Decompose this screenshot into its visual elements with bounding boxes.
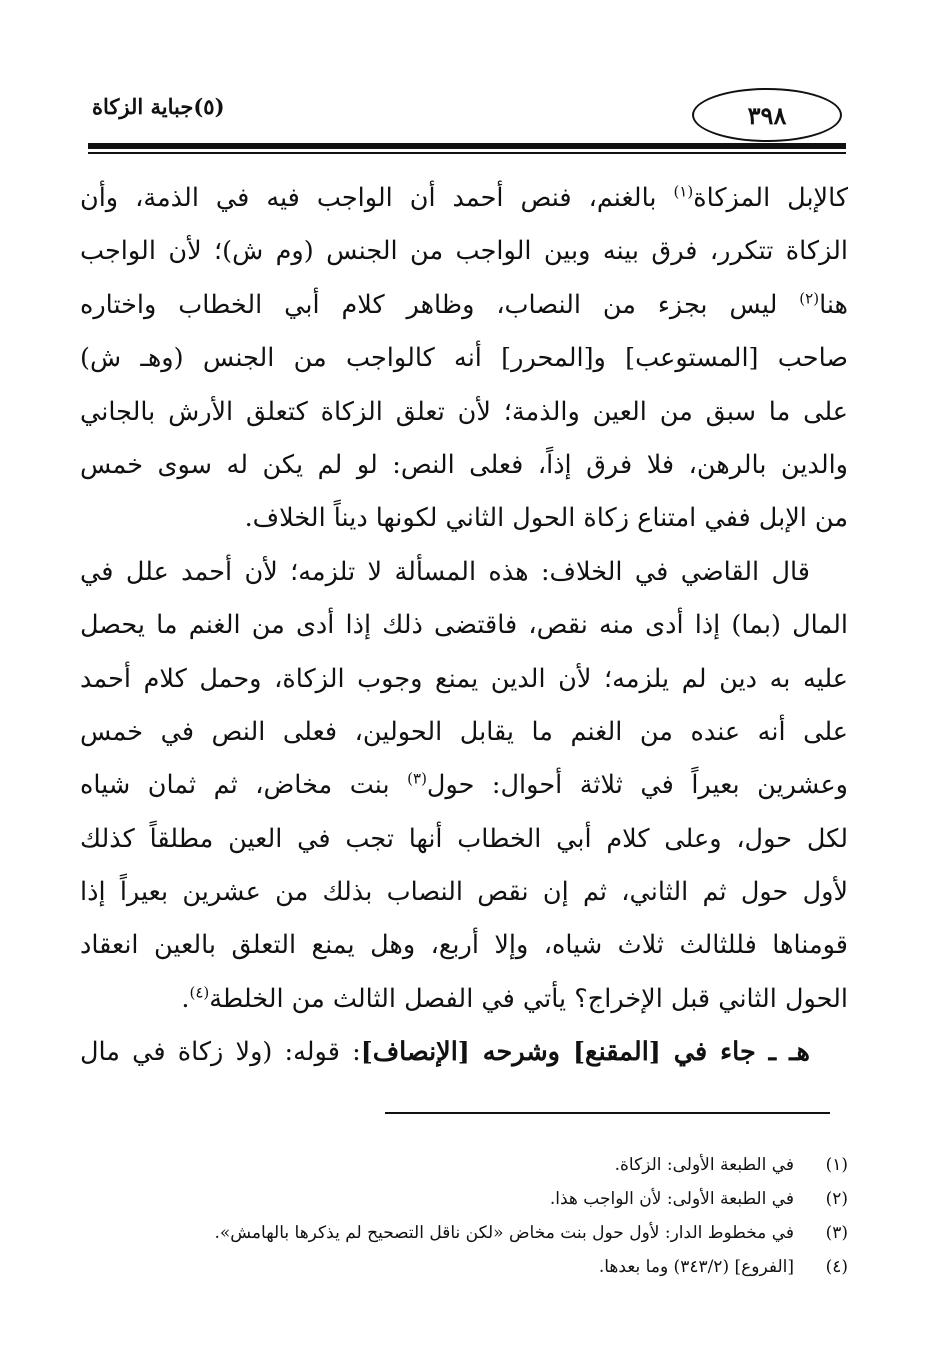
- footnote-text: في مخطوط الدار: لأول حول بنت مخاض «لكن ناقل التصحيح لم يذكرها بالهامش».: [214, 1223, 794, 1243]
- text-line: هـ ـ جاء في [المقنع] وشرحه [الإنصاف]: قوله: (ولا زكاة في مال: [80, 1037, 811, 1068]
- footnote: [120, 1148, 848, 1182]
- book-title: (٥)جباية الزكاة: [92, 94, 225, 119]
- text-line: لكل حول، وعلى كلام أبي الخطاب أنها تجب في العين مطلقاً كذلك: [80, 823, 848, 854]
- text-line: المال (بما) إذا أدى منه نقص، فاقتضى ذلك إذا أدى من الغنم ما يحصل: [80, 610, 848, 641]
- footnote: [120, 1216, 848, 1250]
- text-line: على ما سبق من العين والذمة؛ لأن تعلق الزكاة كتعلق الأرش بالجاني: [80, 396, 848, 427]
- text-line: قال القاضي في الخلاف: هذه المسألة لا تلزمه؛ لأن أحمد علل في: [80, 556, 810, 587]
- section-heading: هـ ـ جاء في [المقنع] وشرحه [الإنصاف]: [360, 1037, 811, 1068]
- header-rule-thick: [88, 143, 846, 149]
- text-line: من الإبل ففي امتناع زكاة الحول الثاني لكونها ديناً الخلاف.: [244, 503, 848, 534]
- text-line: هنا$^{(٢)}$ ليس بجزء من النصاب، وظاهر كلام أبي الخطاب واختاره: [80, 289, 848, 320]
- text-line: والدين بالرهن، فلا فرق إذاً، فعلى النص: لو لم يكن له سوى خمس: [80, 449, 848, 480]
- page-number: ٣٩٨: [692, 88, 842, 142]
- footnote-ref[interactable]: (١): [673, 182, 694, 201]
- page-header: [88, 88, 846, 150]
- footnote: [120, 1250, 848, 1284]
- text-line: قومناها فللثالث ثلاث شياه، وإلا أربع، وهل يمنع التعلق بالعين انعقاد: [80, 930, 848, 961]
- main-text: [80, 172, 848, 1080]
- footnote-number: (١): [825, 1155, 848, 1175]
- footnote-number: (٣): [825, 1223, 848, 1243]
- text-line: الزكاة تتكرر، فرق بينه وبين الواجب من الجنس (وم ش)؛ لأن الواجب: [80, 236, 848, 267]
- header-rule-thin: [88, 152, 846, 154]
- text-line: عليه به دين لم يلزمه؛ لأن الدين يمنع وجوب الزكاة، وحمل كلام أحمد: [80, 663, 848, 694]
- footnote-separator: [385, 1112, 830, 1114]
- footnote-text: في الطبعة الأولى: الزكاة.: [614, 1155, 794, 1175]
- footnote-text: [الفروع] (٣٤٣/٢) وما بعدها.: [598, 1257, 794, 1277]
- footnote-number: (٤): [825, 1257, 848, 1277]
- text-line: الحول الثاني قبل الإخراج؟ يأتي في الفصل الثالث من الخلطة$^{(٤)}$.: [181, 983, 848, 1014]
- text-line: على أنه عنده من الغنم ما يقابل الحولين، فعلى النص في خمس: [80, 716, 848, 747]
- text-line: صاحب [المستوعب] و[المحرر] أنه كالواجب من الجنس (وهـ ش): [80, 343, 848, 374]
- text-line: لأول حول ثم الثاني، ثم إن نقص النصاب بذلك من عشرين بعيراً إذا: [80, 877, 848, 908]
- footnote: [120, 1182, 848, 1216]
- footnote-number: (٢): [825, 1189, 848, 1209]
- footnote-ref[interactable]: (٤): [189, 983, 210, 1002]
- footnote-text: في الطبعة الأولى: لأن الواجب هذا.: [549, 1189, 794, 1209]
- text-line: كالإبل المزكاة$^{(١)}$ بالغنم، فنص أحمد أن الواجب فيه في الذمة، وأن: [80, 182, 848, 213]
- footnote-ref[interactable]: (٣): [407, 769, 427, 788]
- text-line: وعشرين بعيراً في ثلاثة أحوال: حول$^{(٣)}$ بنت مخاض، ثم ثمان شياه: [80, 769, 848, 801]
- footnotes: [120, 1148, 848, 1284]
- footnote-ref[interactable]: (٢): [799, 289, 820, 308]
